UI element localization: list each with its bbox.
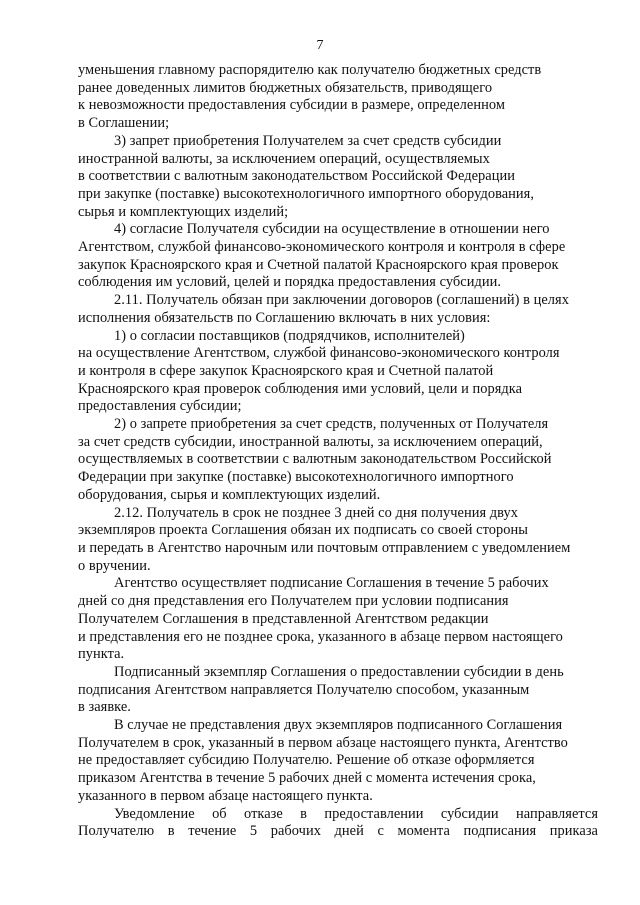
paragraph-item-4: 4) согласие Получателя субсидии на осуществление в отношении него Агентством, службой финансово-экономического контроля и контроля в сфере закупок Красноярского края и Счетной палатой Красноярского края проверок соблюдения им условий, целей и порядка предоставления субсидии. xyxy=(78,221,566,291)
paragraph-item-3: 3) запрет приобретения Получателем за счет средств субсидии иностранной валюты, за исключением операций, осуществляемых в соответствии с валютным законодательством Российской Федерации при закупке (поставке) высокотехнологичного импортного оборудования, сырья и комплектующих изделий; xyxy=(78,132,534,220)
paragraph-2-11-item-1: 1) о согласии поставщиков (подрядчиков, исполнителей) на осуществление Агентством, службой финансово-экономического контроля и контроля в сфере закупок Красноярского края и Счетной палатой Красноярского края проверок соблюдения ими условий, цели и порядка предоставления субсидии; xyxy=(78,327,560,415)
document-body xyxy=(78,62,598,841)
paragraph-2-11: 2.11. Получатель обязан при заключении договоров (соглашений) в целях исполнения обязательств по Соглашению включать в них условия: xyxy=(78,292,569,326)
paragraph-continuation: уменьшения главному распорядителю как получателю бюджетных средств ранее доведенных лимитов бюджетных обязательств, приводящего к невозможности предоставления субсидии в размере, определенном в Соглашении; xyxy=(78,62,542,132)
page-number: 7 xyxy=(316,38,324,53)
paragraph-notice: Уведомление об отказе в предоставлении субсидии направляется Получателю в течение 5 рабочих дней с момента подписания приказа xyxy=(78,805,598,840)
paragraph-2-11-item-2: 2) о запрете приобретения за счет средств, полученных от Получателя за счет средств субсидии, иностранной валюты, за исключением операций, осуществляемых в соответствии с валютным законодательством Российской Федерации при закупке (поставке) высокотехнологичного импортного оборудования, сырья и комплектующих изделий. xyxy=(78,416,552,503)
paragraph-signed-copy: Подписанный экземпляр Соглашения о предоставлении субсидии в день подписания Агентством направляется Получателю способом, указанным в заявке. xyxy=(78,663,564,716)
paragraph-signing: Агентство осуществляет подписание Соглашения в течение 5 рабочих дней со дня представления его Получателем при условии подписания Получателем Соглашения в представленной Агентством редакции и представления его не позднее срока, указанного в абзаце первом настоящего пункта. xyxy=(78,575,563,663)
paragraph-refusal: В случае не представления двух экземпляров подписанного Соглашения Получателем в срок, указанный в первом абзаце настоящего пункта, Агентство не предоставляет субсидию Получателю. Решение об отказе оформляется приказом Агентства в течение 5 рабочих дней с момента истечения срока, указанного в первом абзаце настоящего пункта. xyxy=(78,717,568,804)
paragraph-2-12: 2.12. Получатель в срок не позднее 3 дней со дня получения двух экземпляров проекта Соглашения обязан их подписать со своей стороны и передать в Агентство нарочным или почтовым отправлением с уведомлением о вручении. xyxy=(78,504,571,574)
